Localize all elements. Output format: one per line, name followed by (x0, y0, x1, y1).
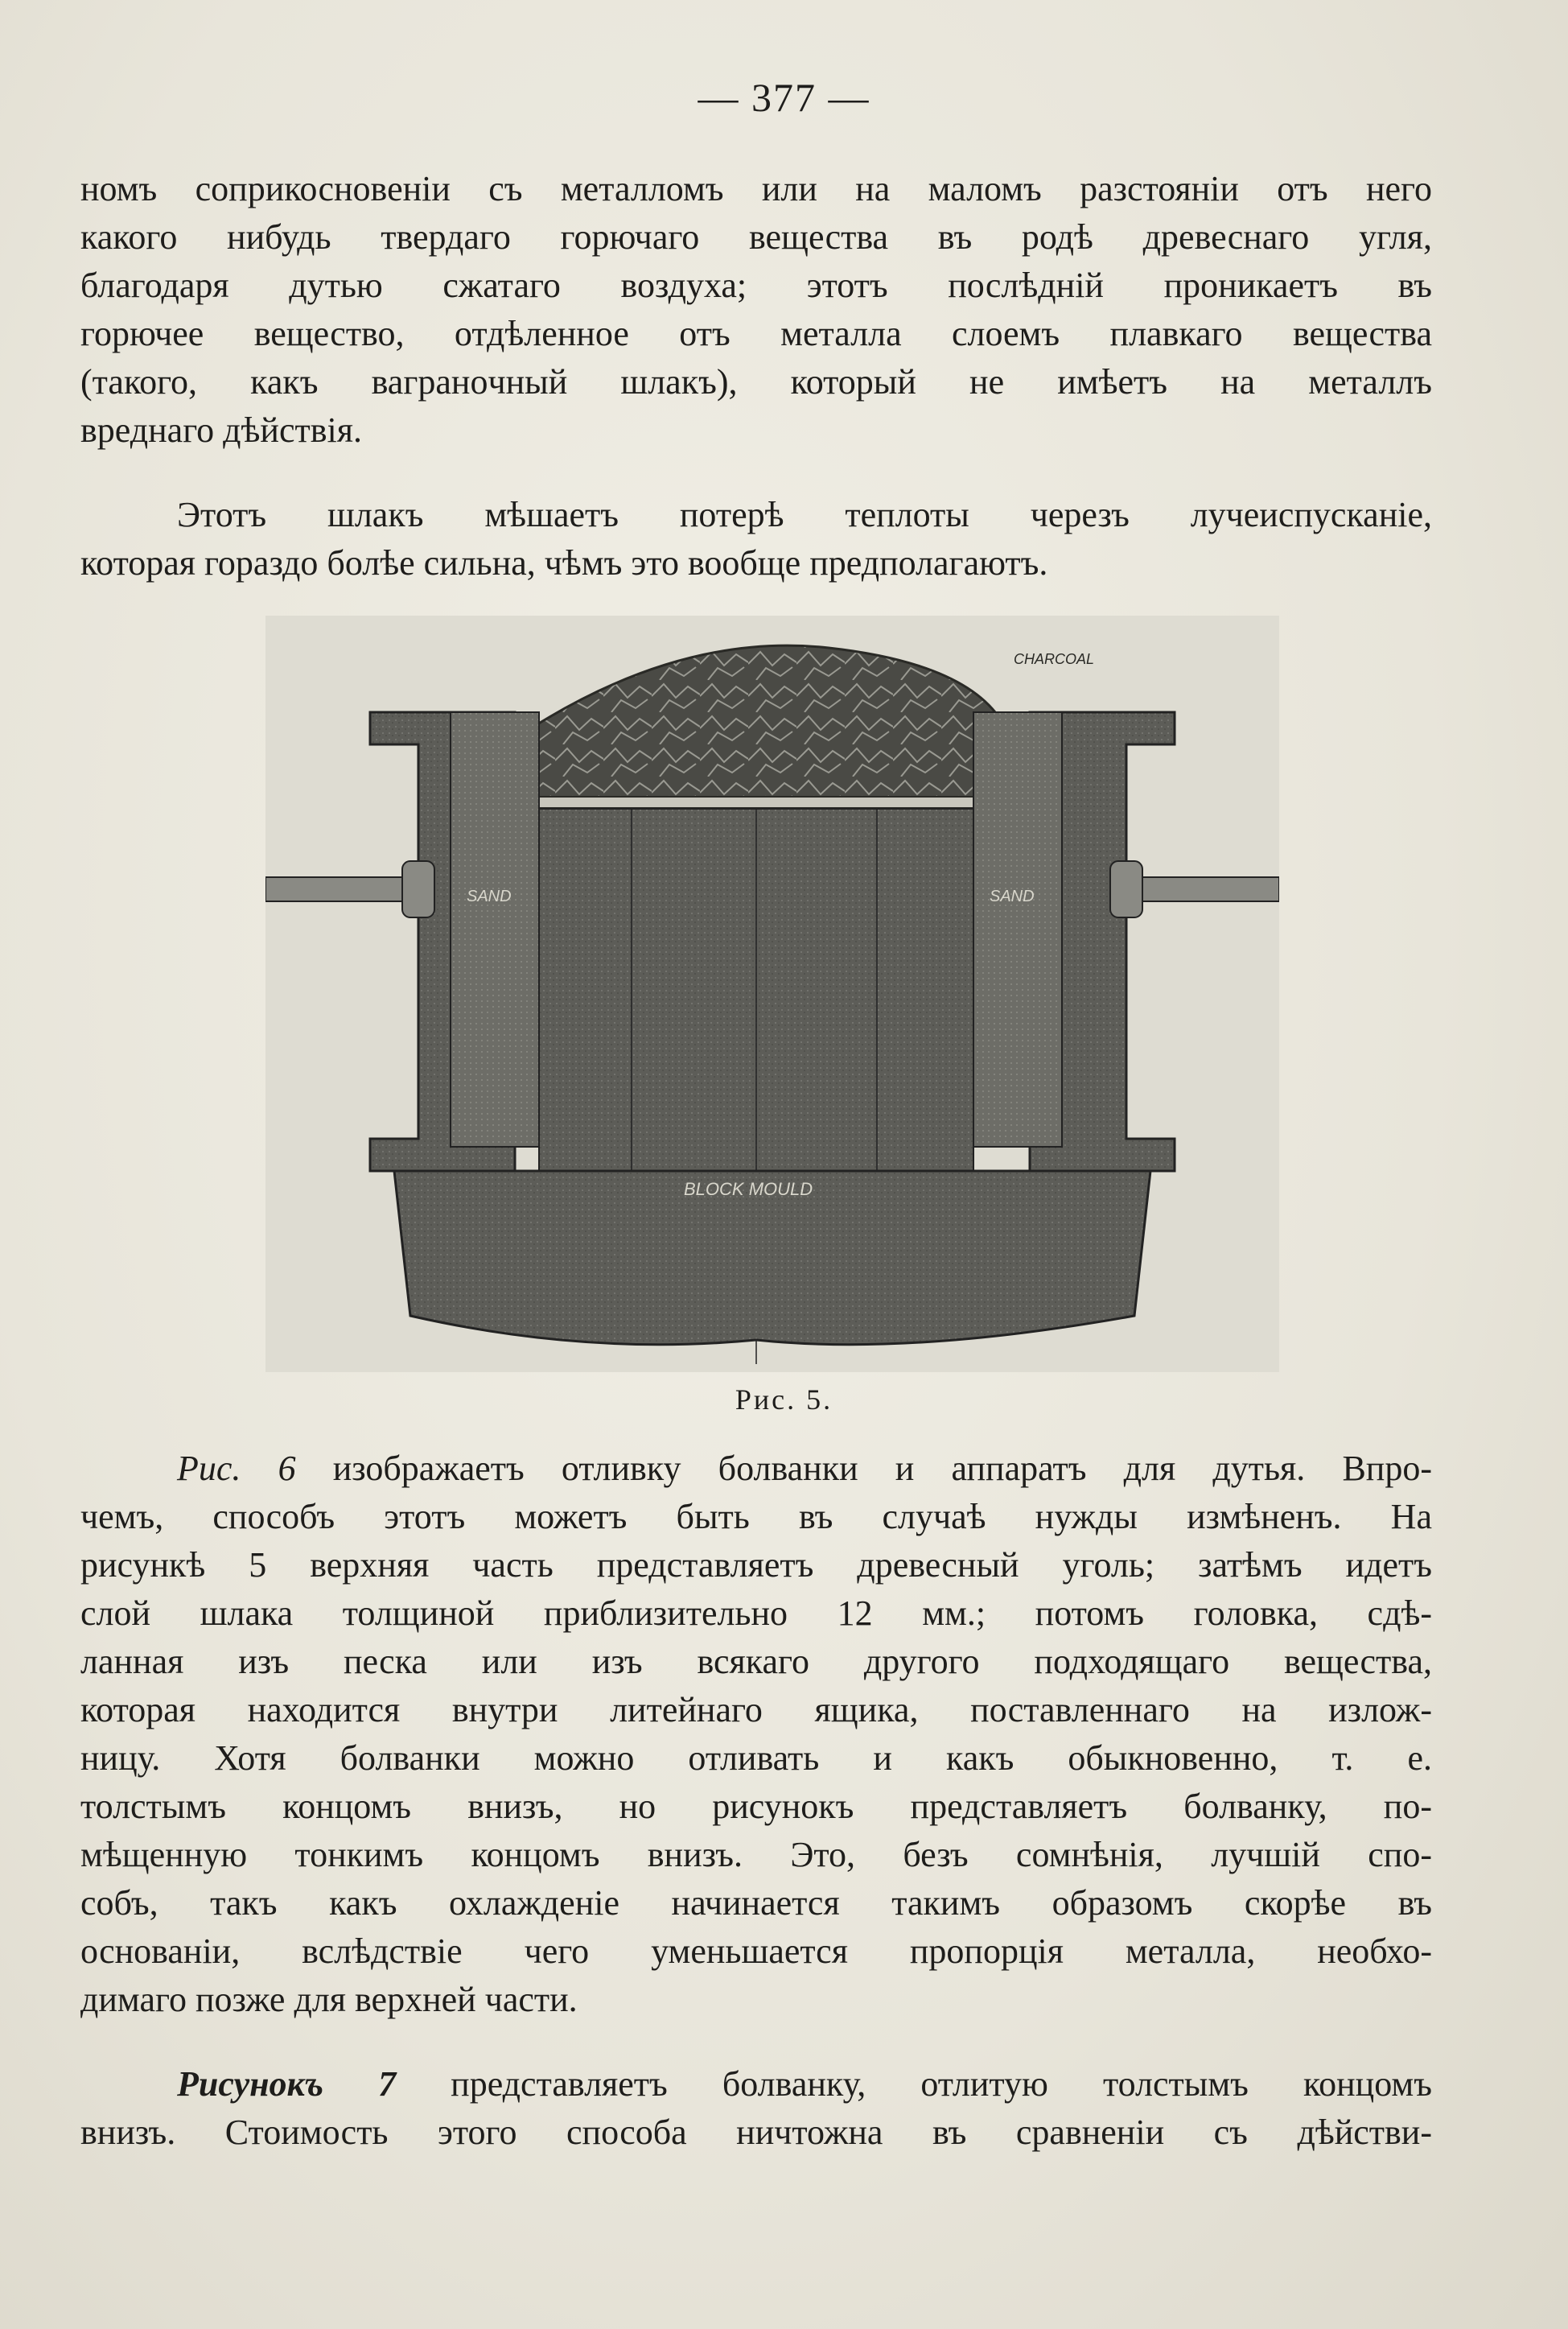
text-line: Этотъ шлакъ мѣшаетъ потерѣ теплоты черезъ лучеиспусканiе, (177, 495, 1432, 534)
text-line: собъ, такъ какъ охлажденiе начинается такимъ образомъ скорѣе въ (80, 1883, 1432, 1923)
label-sand-left: SAND (467, 888, 512, 905)
text-line: горючее вещество, отдѣленное отъ металла слоемъ плавкаго вещества (80, 314, 1432, 353)
text-line (80, 1445, 1432, 1493)
text-line: внизъ. Стоимость этого способа ничтожна въ сравненiи съ дѣйстви- (80, 2113, 1432, 2152)
label-block-mould: BLOCK MOULD (684, 1179, 813, 1199)
text-line: благодаря дутью сжатаго воздуха; этотъ послѣднiй проникаетъ въ (80, 266, 1432, 305)
figure-reference: Рис. 6 (177, 1449, 296, 1488)
figure-reference: Рисунокъ 7 (177, 2064, 397, 2104)
text-line: слой шлака толщиной приблизительно 12 мм.; потомъ головка, сдѣ- (80, 1593, 1432, 1633)
text-line: номъ соприкосновенiи съ металломъ или на маломъ разстоянiи отъ него (80, 169, 1432, 208)
text-line: которая находится внутри литейнаго ящика, поставленнаго на излож- (80, 1690, 1432, 1729)
page-number: — 377 — (698, 75, 870, 120)
text-line: (такого, какъ вагранoчный шлакъ), который не имѣетъ на металлъ (80, 362, 1432, 402)
paragraph-1 (80, 165, 1432, 455)
figure-caption: Рис. 5. (735, 1383, 833, 1416)
label-sand-right: SAND (990, 888, 1035, 905)
text-line (80, 2060, 1432, 2108)
text-line: чемъ, способъ этотъ можетъ быть въ случаѣ нужды измѣненъ. На (80, 1497, 1432, 1536)
text-line: основанiи, вслѣдствiе чего уменьшается пропорцiя металла, необхо- (80, 1931, 1432, 1971)
charcoal-dome (531, 645, 1006, 801)
paragraph-3 (80, 1445, 1432, 2024)
right-sand (973, 712, 1062, 1147)
text-line: мѣщенную тонкимъ концомъ внизъ. Это, безъ сомнѣнiя, лучшiй спо- (80, 1835, 1432, 1874)
text-line: вреднаго дѣйствiя. (80, 410, 362, 450)
slag-layer (539, 797, 973, 808)
text-line-content: изображаетъ отливку болванки и аппаратъ для дутья. Впро- (295, 1449, 1433, 1488)
paragraph-2 (80, 491, 1432, 587)
text-line: димаго позже для верхней части. (80, 1980, 578, 2019)
paragraph-4 (80, 2060, 1432, 2157)
text-line: толстымъ концомъ внизъ, но рисунокъ представляетъ болванку, по- (80, 1787, 1432, 1826)
figure-illustration (265, 616, 1279, 1372)
label-charcoal: CHARCOAL (1014, 651, 1095, 667)
figure-5-ingot-mould-diagram (265, 616, 1279, 1372)
text-line: ланная изъ песка или изъ всякаго другого подходящаго вещества, (80, 1642, 1432, 1681)
text-line: которая гораздо болѣе сильна, чѣмъ это вообще предполагаютъ. (80, 543, 1048, 583)
left-sand (451, 712, 539, 1147)
text-line: рисункѣ 5 верхняя часть представляетъ древесный уголь; затѣмъ идетъ (80, 1545, 1432, 1585)
text-line: какого нибудь твердаго горючаго вещества въ родѣ древеснаго угля, (80, 217, 1432, 257)
text-line-content: представляетъ болванку, отлитую толстымъ концомъ (396, 2064, 1432, 2104)
text-line: ницу. Хотя болванки можно отливать и какъ обыкновенно, т. е. (80, 1738, 1432, 1778)
